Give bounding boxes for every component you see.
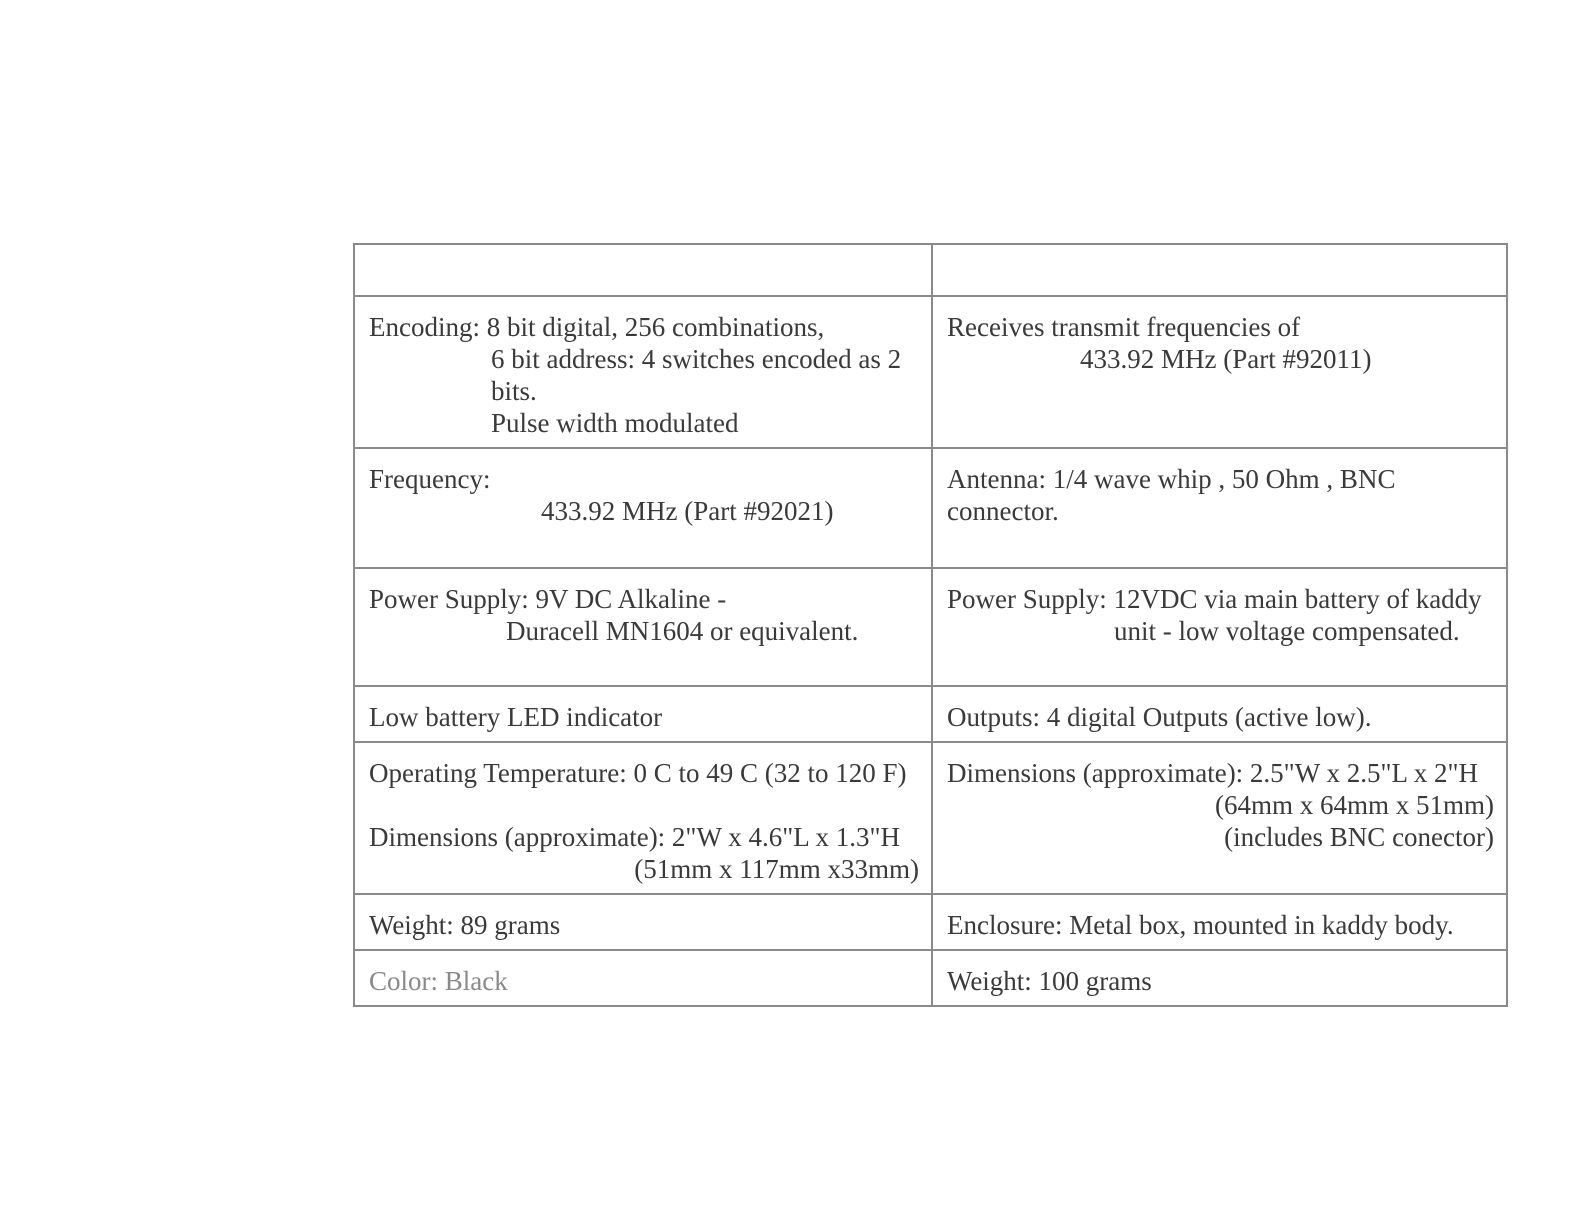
enclosure-cell: Enclosure: Metal box, mounted in kaddy body. — [932, 894, 1507, 950]
frequency-line: 433.92 MHz (Part #92021) — [541, 496, 834, 526]
receiver-frequency-cell — [932, 296, 1507, 448]
temperature-dimensions-cell — [354, 742, 932, 894]
receiver-frequency-line: Receives transmit frequencies of — [947, 312, 1301, 342]
low-battery-cell: Low battery LED indicator — [354, 686, 932, 742]
frequency-line: Frequency: — [369, 464, 491, 494]
antenna-line: Antenna: 1/4 wave whip , 50 Ohm , BNC — [947, 464, 1396, 494]
transmitter-power-cell — [354, 568, 932, 686]
receiver-dimensions-cell — [932, 742, 1507, 894]
antenna-line: connector. — [947, 496, 1059, 526]
table-row — [354, 950, 1507, 1006]
table-row — [354, 742, 1507, 894]
table-row — [354, 296, 1507, 448]
receiver-dimensions-line: (64mm x 64mm x 51mm) — [1215, 790, 1494, 820]
table-header-row — [354, 244, 1507, 296]
transmitter-dimensions-line: (51mm x 117mm x33mm) — [634, 854, 919, 884]
temperature-line: Operating Temperature: 0 C to 49 C (32 to 120 F) — [369, 758, 907, 788]
header-cell-left — [354, 244, 932, 296]
transmitter-power-line: Power Supply: 9V DC Alkaline - — [369, 584, 727, 614]
encoding-line: Pulse width modulated — [491, 408, 739, 438]
receiver-frequency-line: 433.92 MHz (Part #92011) — [1080, 344, 1372, 374]
spec-table — [353, 243, 1508, 1007]
antenna-cell — [932, 448, 1507, 568]
receiver-power-line: Power Supply: 12VDC via main battery of kaddy — [947, 584, 1482, 614]
frequency-cell — [354, 448, 932, 568]
table-row — [354, 894, 1507, 950]
encoding-line: Encoding: 8 bit digital, 256 combinations, — [369, 312, 825, 342]
receiver-power-cell — [932, 568, 1507, 686]
transmitter-dimensions-line: Dimensions (approximate): 2"W x 4.6"L x 1.3"H — [369, 822, 900, 852]
table-row — [354, 568, 1507, 686]
header-cell-right — [932, 244, 1507, 296]
receiver-dimensions-line: Dimensions (approximate): 2.5"W x 2.5"L x 2"H — [947, 758, 1478, 788]
outputs-cell: Outputs: 4 digital Outputs (active low). — [932, 686, 1507, 742]
table-row — [354, 686, 1507, 742]
table-row — [354, 448, 1507, 568]
encoding-cell — [354, 296, 932, 448]
receiver-dimensions-line: (includes BNC conector) — [1224, 822, 1494, 852]
color-cell: Color: Black — [354, 950, 932, 1006]
receiver-power-line: unit - low voltage compensated. — [1114, 616, 1460, 646]
transmitter-power-line: Duracell MN1604 or equivalent. — [506, 616, 859, 646]
transmitter-weight-cell: Weight: 89 grams — [354, 894, 932, 950]
encoding-line: 6 bit address: 4 switches encoded as 2 — [491, 344, 902, 374]
receiver-weight-cell: Weight: 100 grams — [932, 950, 1507, 1006]
encoding-line: bits. — [491, 376, 537, 406]
